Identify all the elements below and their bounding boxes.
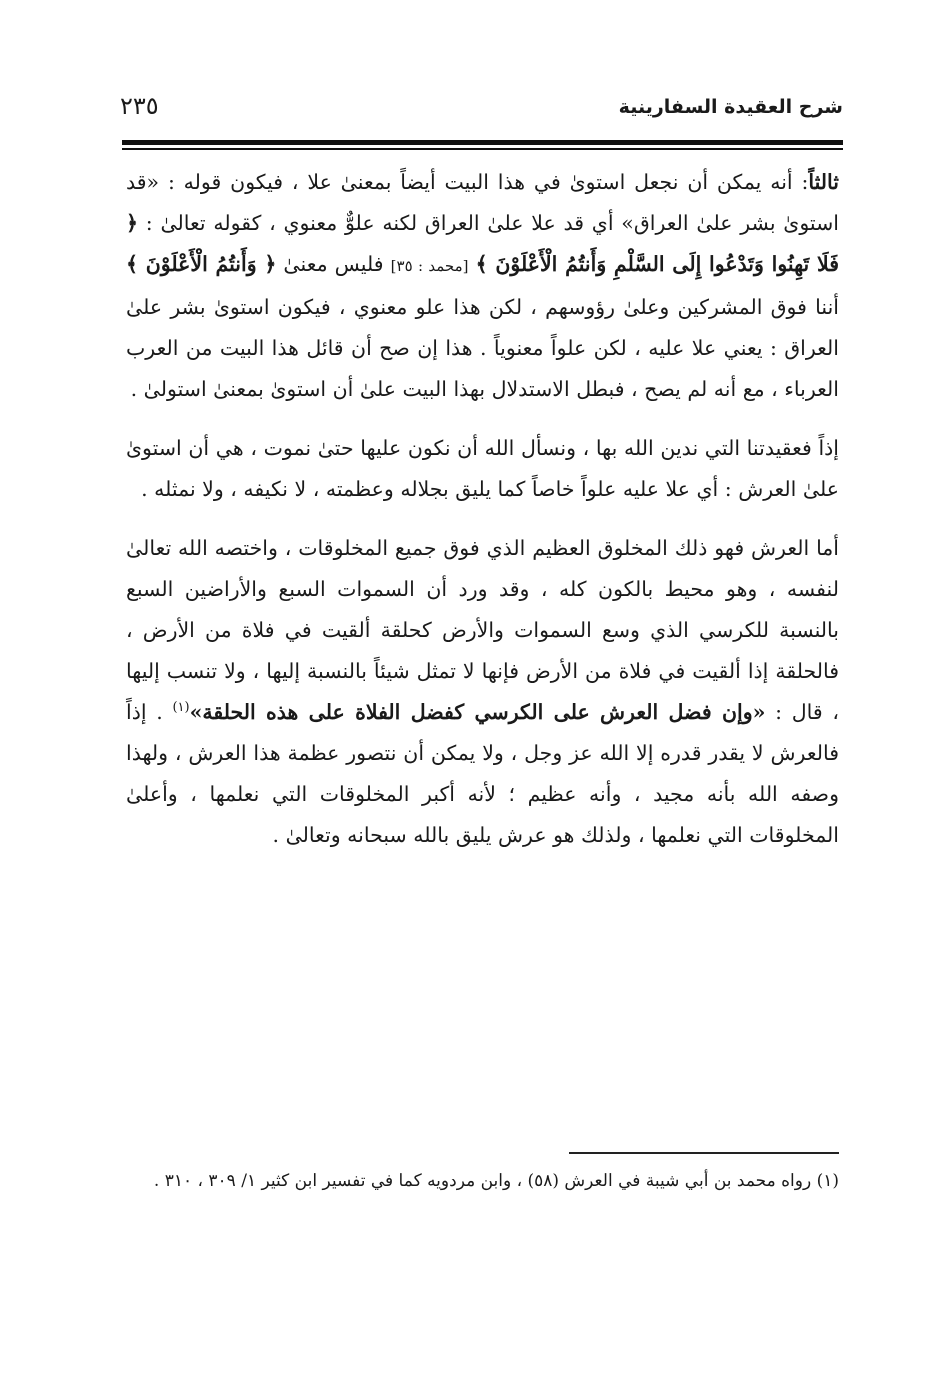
header-rule-thin — [122, 148, 843, 150]
quran-verse-2: ﴿ وَأَنتُمُ الْأَعْلَوْنَ ﴾ — [126, 252, 277, 276]
footnote-1: (١) رواه محمد بن أبي شيبة في العرش (٥٨) ، وابن مردويه كما في تفسير ابن كثير ١/ ٣٠٩ ، ٣١٠ . — [153, 1171, 839, 1191]
main-text — [126, 162, 839, 874]
hadith-quote: «وإن فضل العرش على الكرسي كفضل الفلاة على هذه الحلقة» — [189, 700, 766, 724]
paragraph-lead-word: ثالثاً — [808, 170, 839, 194]
header-rule-thick — [122, 140, 843, 145]
quran-verse-1: ﴿ فَلَا تَهِنُوا وَتَدْعُوا إِلَى السَّلْمِ وَأَنتُمُ الْأَعْلَوْنَ ﴾ — [126, 211, 839, 276]
paragraph-1 — [126, 162, 839, 410]
header-double-rule — [122, 140, 843, 151]
page-header — [120, 92, 843, 132]
paragraph-2: إذاً فعقيدتنا التي ندين الله بها ، ونسأل الله أن نكون عليها حتىٰ نموت ، هي أن استوىٰ علىٰ العرش : أي علا عليه علواً خاصاً كما يليق بجلاله وعظمته ، لا نكيفه ، ولا نمثله . — [126, 436, 839, 501]
paragraph-1-text-a: : أنه يمكن أن نجعل استوىٰ في هذا البيت أيضاً بمعنىٰ علا ، فيكون قوله : «قد استوىٰ بشر علىٰ العراق» أي قد علا علىٰ العراق لكنه علوٌّ معنوي ، كقوله تعالىٰ : — [126, 170, 839, 235]
page-number: ٢٣٥ — [120, 92, 159, 120]
footnote-marker: (١) — [172, 700, 190, 716]
verse-reference: [محمد : ٣٥] — [390, 257, 469, 275]
running-title: شرح العقيدة السفارينية — [618, 96, 843, 118]
footnotes — [126, 1164, 839, 1198]
paragraph-1-text-c: أننا فوق المشركين وعلىٰ رؤوسهم ، لكن هذا علو معنوي ، فيكون استوىٰ بشر علىٰ العراق : يعني علا عليه ، لكن علواً معنوياً . هذا إن صح أن قائل هذا البيت من العرب العرباء ، مع أنه لم يصح ، فبطل الاستدلال بهذا البيت علىٰ أن استوىٰ بمعنىٰ استولىٰ . — [126, 295, 839, 401]
paragraph-1-text-b: فليس معنىٰ — [276, 252, 391, 276]
paragraph-3-text-b: . إذاً فالعرش لا يقدر قدره إلا الله عز وجل ، ولا يمكن أن نتصور عظمة هذا العرش ، ولهذا وصفه الله بأنه مجيد ، وأنه عظيم ؛ لأنه أكبر المخلوقات التي نعلمها ، وأعلىٰ المخلوقات التي نعلمها ، ولذلك هو عرش يليق بالله سبحانه وتعالىٰ . — [126, 700, 839, 847]
paragraph-3 — [126, 528, 839, 856]
footnote-separator — [569, 1152, 839, 1154]
paragraph-3-text-a: أما العرش فهو ذلك المخلوق العظيم الذي فوق جميع المخلوقات ، واختصه الله تعالىٰ لنفسه ، وهو محيط بالكون كله ، وقد ورد أن السموات السبع والأراضين السبع بالنسبة للكرسي الذي وسع السموات والأرض كحلقة ألقيت في فلاة من الأرض ، فالحلقة إذا ألقيت في فلاة من الأرض فإنها لا تمثل شيئاً بالنسبة إليها ، ولا تنسب إليها ، قال : — [126, 536, 839, 724]
